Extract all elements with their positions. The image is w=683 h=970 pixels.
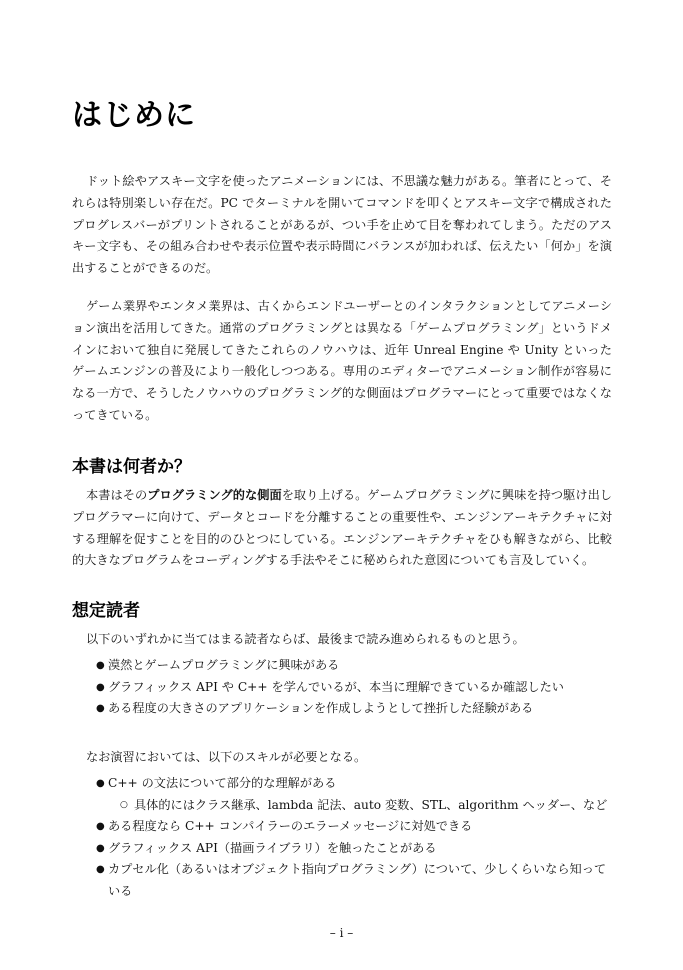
intro-paragraph-2: ゲーム業界やエンタメ業界は、古くからエンドユーザーとのインタラクションとしてアニメーション演出を活用してきた。通常のプログラミングとは異なる「ゲームプログラミング」というドメインにおいて独自に発展してきたこれらのノウハウは、近年 Unreal Engine や Unity といったゲームエンジンの普及により一般化しつつある。専用のエディターでアニメーション制作が容易になる一方で、そうしたノウハウのプログラミング的な側面はプログラマーにとって重要ではなくなってきている。 — [72, 299, 612, 422]
about-text-emphasis: プログラミング的な側面 — [147, 488, 282, 502]
list-item: ● カプセル化（あるいはオブジェクト指向プログラミング）について、少しくらいなら知っている — [72, 859, 612, 902]
about-paragraph — [72, 485, 612, 572]
about-text-before: 本書はその — [86, 488, 148, 502]
skills-lead: なお演習においては、以下のスキルが必要となる。 — [86, 750, 367, 764]
bullet-icon: ● — [96, 703, 105, 714]
page-number: – i – — [329, 926, 354, 940]
list-item: ● ある程度の大きさのアプリケーションを作成しようとして挫折した経験がある — [72, 698, 612, 720]
list-subitem: ○ 具体的にはクラス継承、lambda 記法、auto 変数、STL、algorithm ヘッダー、など — [72, 795, 612, 817]
list-item: ● 漠然とゲームプログラミングに興味がある — [72, 655, 612, 677]
skills-list — [72, 773, 612, 902]
intro-paragraph-1: ドット絵やアスキー文字を使ったアニメーションには、不思議な魅力がある。筆者にとって、それらは特別楽しい存在だ。PC でターミナルを開いてコマンドを叩くとアスキー文字で構成されたプログレスバーがプリントされることがあるが、つい手を止めて目を奪われてしまう。ただのアスキー文字も、その組み合わせや表示位置や表示時間にバランスが加われば、伝えたい「何か」を演出することができるのだ。 — [72, 174, 612, 276]
list-item: ● グラフィックス API や C++ を学んでいるが、本当に理解できているか確認したい — [72, 677, 612, 699]
bullet-icon: ● — [96, 842, 105, 854]
list-item: ● グラフィックス API（描画ライブラリ）を触ったことがある — [72, 838, 612, 860]
bullet-icon: ● — [96, 864, 105, 875]
list-item: ● ある程度なら C++ コンパイラーのエラーメッセージに対処できる — [72, 816, 612, 838]
bullet-icon: ● — [96, 778, 105, 789]
about-text-after: を取り上げる。ゲームプログラミングに興味を持つ駆け出しプログラマーに向けて、データとコードを分離することの重要性や、エンジンアーキテクチャに対する理解を促すことを目的のひとつにしている。エンジンアーキテクチャをひも解きながら、比較的大きなプログラムをコーディングする手法やそこに秘められた意図についても言及していく。 — [72, 488, 612, 568]
bullet-icon: ● — [96, 681, 105, 693]
readers-list — [72, 655, 612, 720]
hollow-bullet-icon: ○ — [120, 799, 128, 810]
section-heading-readers: 想定読者 — [72, 601, 140, 621]
section-heading-about: 本書は何者か？ — [72, 457, 191, 477]
bullet-icon: ● — [96, 821, 105, 832]
list-item: ● C++ の文法について部分的な理解がある — [72, 773, 612, 795]
chapter-title: はじめに — [72, 98, 196, 133]
bullet-icon: ● — [96, 660, 105, 671]
readers-lead: 以下のいずれかに当てはまる読者ならば、最後まで読み進められるものと思う。 — [86, 632, 525, 646]
